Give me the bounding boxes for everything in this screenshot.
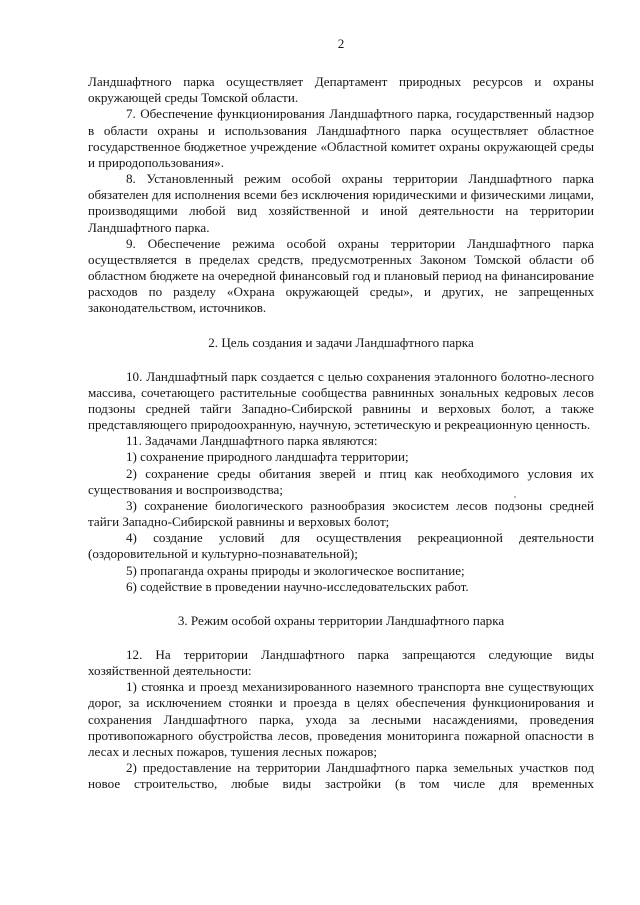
page-number: 2	[337, 36, 345, 51]
task-item-1: 1) сохранение природного ландшафта территории;	[126, 449, 409, 465]
paragraph-11: 11. Задачами Ландшафтного парка являются:	[126, 433, 378, 449]
task-item-3: 3) сохранение биологического разнообразия экосистем лесов подзоны средней тайги Западно-Сибирской равнины и верховых болот;	[88, 497, 594, 530]
scan-speck	[514, 496, 516, 498]
paragraph-continuation: Ландшафтного парка осуществляет Департамент природных ресурсов и охраны окружающей среды Томской области.	[88, 74, 594, 106]
section-heading-3: 3. Режим особой охраны территории Ландшафтного парка	[177, 612, 505, 628]
prohibition-item-2: 2) предоставление на территории Ландшафтного парка земельных участков под новое строительство, любые виды застройки (в том числе для временных	[88, 760, 594, 792]
paragraph-7: 7. Обеспечение функционирования Ландшафтного парка, государственный надзор в области охраны и использования Ландшафтного парка осуществляет областное государственное бюджетное учреждение «Областной комитет охраны окружающей среды и природопользования».	[88, 106, 594, 170]
task-item-6: 6) содействие в проведении научно-исследовательских работ.	[126, 578, 469, 594]
paragraph-8: 8. Установленный режим особой охраны территории Ландшафтного парка обязателен для исполнения всеми без исключения юридическими и физическими лицами, производящими любой вид хозяйственной и иной деятельности на территории Ландшафтного парка.	[88, 171, 594, 235]
prohibition-item-1: 1) стоянка и проезд механизированного наземного транспорта вне существующих дорог, за исключением стоянки и проезда в целях обеспечения функционирования и сохранения Ландшафтного парка, ухода за лесными насаждениями, проведения противопожарного обустройства лесов, проведения мониторинга пожарной опасности в лесах и лесных пожаров, тушения лесных пожаров;	[88, 679, 594, 759]
task-item-2: 2) сохранение среды обитания зверей и птиц как необходимого условия их существования и воспроизводства;	[88, 465, 594, 497]
document-page	[88, 36, 594, 792]
section-heading-2: 2. Цель создания и задачи Ландшафтного парка	[208, 334, 474, 350]
paragraph-10: 10. Ландшафтный парк создается с целью сохранения эталонного болотно-лесного массива, сочетающего растительные сообщества равнинных зональных кедровых лесов подзоны средней тайги Западно-Сибирской равнины и верховых болот, а также представляющего природоохранную, научную, эстетическую и рекреационную ценность.	[88, 368, 594, 433]
paragraph-12: 12. На территории Ландшафтного парка запрещаются следующие виды хозяйственной деятельности:	[88, 647, 594, 679]
paragraph-9: 9. Обеспечение режима особой охраны территории Ландшафтного парка осуществляется в пределах средств, предусмотренных Законом Томской области об областном бюджете на очередной финансовый год и плановый период на финансирование расходов по разделу «Охрана окружающей среды», и других, не запрещенных законодательством, источников.	[88, 235, 594, 316]
task-item-5: 5) пропаганда охраны природы и экологическое воспитание;	[126, 562, 465, 578]
task-item-4: 4) создание условий для осуществления рекреационной деятельности (оздоровительной и культурно-познавательной);	[88, 530, 594, 562]
